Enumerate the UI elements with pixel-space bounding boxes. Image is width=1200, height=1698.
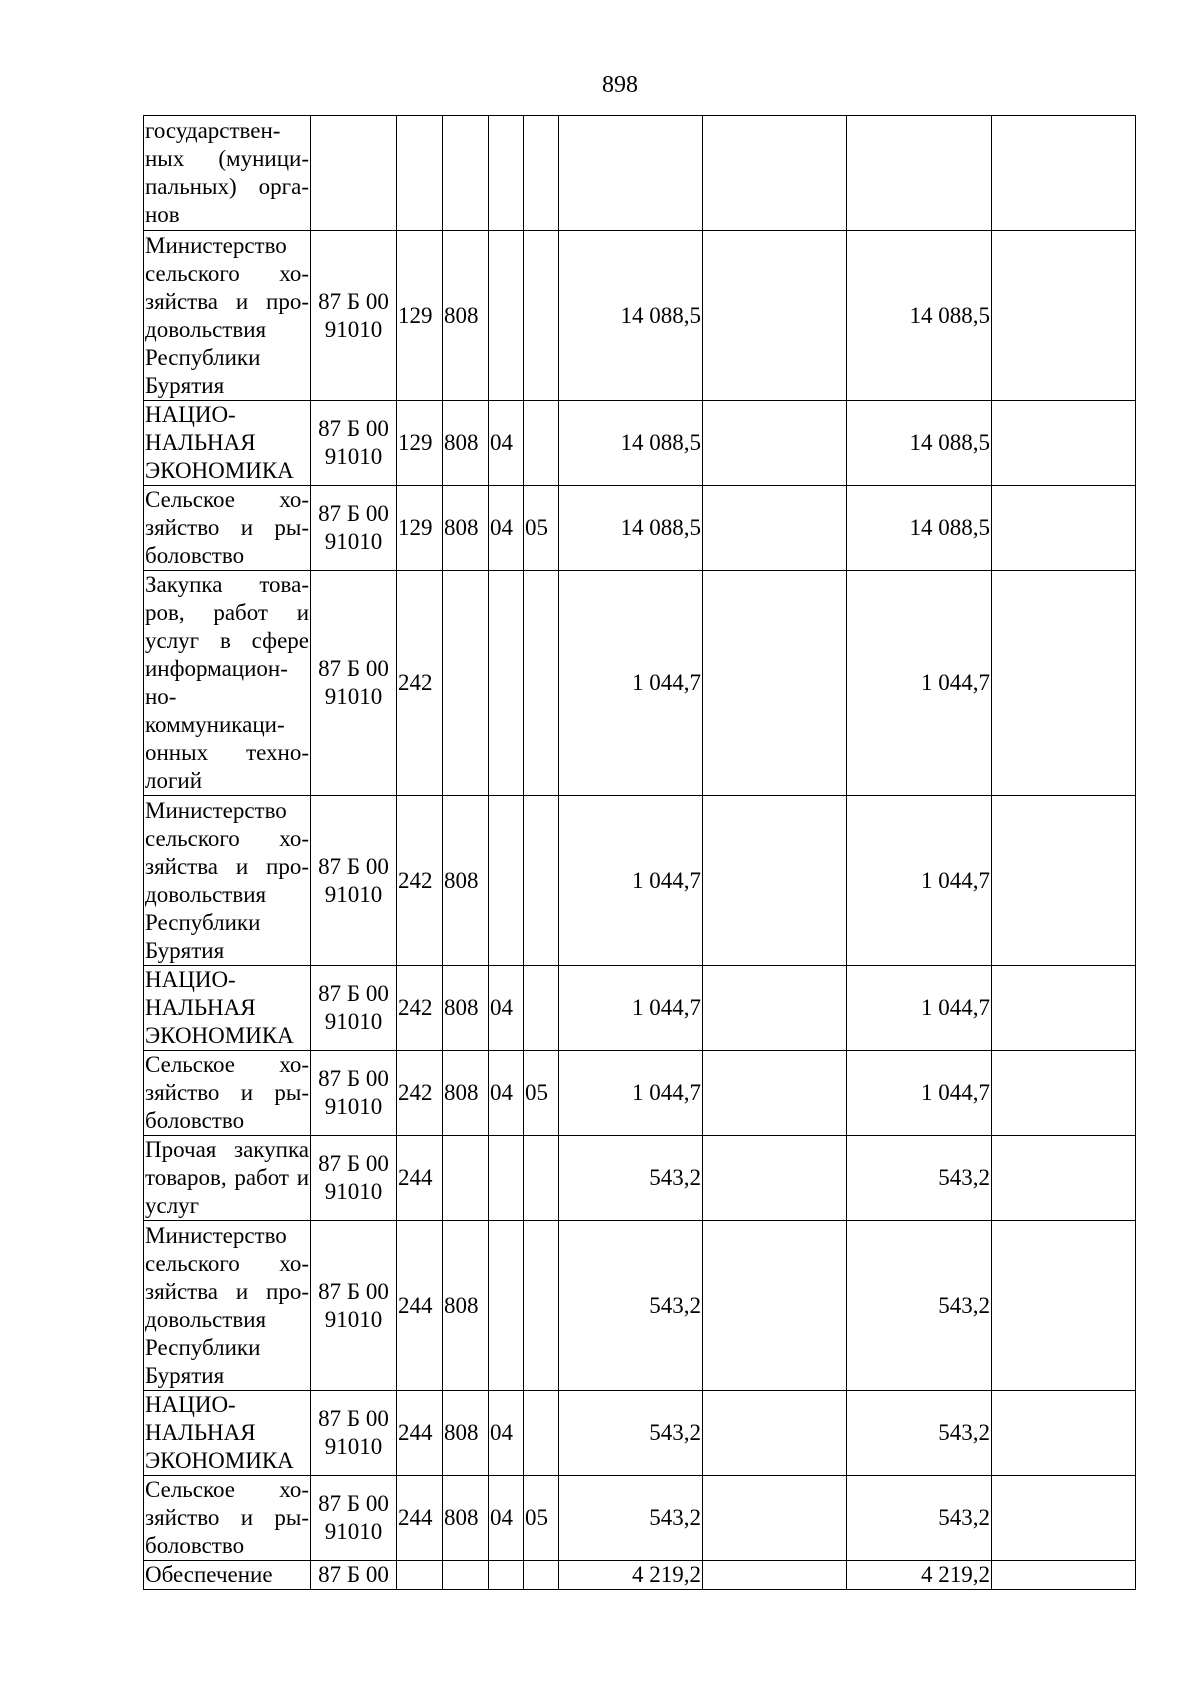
cell-department bbox=[443, 1561, 489, 1590]
cell-expense-type: 244 bbox=[397, 1221, 443, 1391]
cell-column-9 bbox=[992, 116, 1136, 231]
cell-column-7 bbox=[703, 231, 847, 401]
cell-section bbox=[489, 571, 524, 796]
cell-name: Обеспечение bbox=[144, 1561, 311, 1590]
cell-name: Закупка това-ров, работ и услуг в сфере информацион-но-коммуникаци-онных техно-логий bbox=[144, 571, 311, 796]
cell-total: 14 088,5 bbox=[559, 231, 703, 401]
cell-target-code: 87 Б 00 91010 bbox=[311, 1391, 397, 1476]
cell-total: 543,2 bbox=[559, 1391, 703, 1476]
cell-section bbox=[489, 796, 524, 966]
cell-subsection bbox=[524, 116, 559, 231]
cell-department: 808 bbox=[443, 401, 489, 486]
table-row bbox=[144, 1136, 1136, 1221]
cell-subsection bbox=[524, 966, 559, 1051]
table-row bbox=[144, 401, 1136, 486]
cell-column-8 bbox=[847, 116, 992, 231]
cell-column-9 bbox=[992, 1051, 1136, 1136]
cell-column-9 bbox=[992, 1561, 1136, 1590]
cell-column-8: 543,2 bbox=[847, 1391, 992, 1476]
cell-target-code: 87 Б 00 bbox=[311, 1561, 397, 1590]
cell-column-8: 14 088,5 bbox=[847, 486, 992, 571]
cell-column-7 bbox=[703, 1221, 847, 1391]
cell-department bbox=[443, 116, 489, 231]
cell-total: 1 044,7 bbox=[559, 1051, 703, 1136]
cell-department: 808 bbox=[443, 1221, 489, 1391]
cell-column-9 bbox=[992, 966, 1136, 1051]
cell-subsection: 05 bbox=[524, 1051, 559, 1136]
cell-section: 04 bbox=[489, 1476, 524, 1561]
cell-target-code: 87 Б 00 91010 bbox=[311, 401, 397, 486]
cell-total: 14 088,5 bbox=[559, 401, 703, 486]
cell-total: 1 044,7 bbox=[559, 571, 703, 796]
cell-subsection bbox=[524, 1136, 559, 1221]
cell-total: 4 219,2 bbox=[559, 1561, 703, 1590]
cell-target-code: 87 Б 00 91010 bbox=[311, 1221, 397, 1391]
cell-column-7 bbox=[703, 1391, 847, 1476]
cell-name: Сельское хо-зяйство и ры-боловство bbox=[144, 1051, 311, 1136]
cell-section bbox=[489, 231, 524, 401]
cell-target-code: 87 Б 00 91010 bbox=[311, 796, 397, 966]
cell-column-7 bbox=[703, 1136, 847, 1221]
cell-subsection bbox=[524, 1391, 559, 1476]
cell-target-code: 87 Б 00 91010 bbox=[311, 966, 397, 1051]
cell-column-9 bbox=[992, 571, 1136, 796]
cell-name: Министерство сельского хо-зяйства и про-довольствия Республики Бурятия bbox=[144, 231, 311, 401]
table-row bbox=[144, 486, 1136, 571]
cell-column-9 bbox=[992, 796, 1136, 966]
cell-column-8: 14 088,5 bbox=[847, 231, 992, 401]
cell-column-7 bbox=[703, 966, 847, 1051]
table-row bbox=[144, 1051, 1136, 1136]
cell-name: Министерство сельского хо-зяйства и про-довольствия Республики Бурятия bbox=[144, 1221, 311, 1391]
cell-name: НАЦИО-НАЛЬНАЯ ЭКОНОМИКА bbox=[144, 1391, 311, 1476]
table-row bbox=[144, 1561, 1136, 1590]
cell-department: 808 bbox=[443, 1051, 489, 1136]
cell-total: 1 044,7 bbox=[559, 966, 703, 1051]
table-row bbox=[144, 1221, 1136, 1391]
cell-subsection: 05 bbox=[524, 1476, 559, 1561]
table-row bbox=[144, 231, 1136, 401]
cell-section: 04 bbox=[489, 1051, 524, 1136]
cell-section: 04 bbox=[489, 966, 524, 1051]
cell-column-8: 1 044,7 bbox=[847, 796, 992, 966]
page-number: 898 bbox=[602, 72, 638, 98]
cell-section: 04 bbox=[489, 486, 524, 571]
cell-name: Сельское хо-зяйство и ры-боловство bbox=[144, 486, 311, 571]
cell-total: 543,2 bbox=[559, 1476, 703, 1561]
cell-expense-type: 242 bbox=[397, 1051, 443, 1136]
cell-total: 543,2 bbox=[559, 1221, 703, 1391]
cell-name: Прочая закупка товаров, работ и услуг bbox=[144, 1136, 311, 1221]
cell-section bbox=[489, 1561, 524, 1590]
cell-column-9 bbox=[992, 1136, 1136, 1221]
cell-total bbox=[559, 116, 703, 231]
cell-column-9 bbox=[992, 1221, 1136, 1391]
cell-column-9 bbox=[992, 486, 1136, 571]
table-row bbox=[144, 116, 1136, 231]
cell-department: 808 bbox=[443, 1391, 489, 1476]
cell-expense-type: 242 bbox=[397, 796, 443, 966]
table-row bbox=[144, 796, 1136, 966]
cell-section bbox=[489, 1221, 524, 1391]
cell-target-code: 87 Б 00 91010 bbox=[311, 571, 397, 796]
cell-column-7 bbox=[703, 116, 847, 231]
cell-total: 1 044,7 bbox=[559, 796, 703, 966]
cell-expense-type: 129 bbox=[397, 401, 443, 486]
cell-name: Сельское хо-зяйство и ры-боловство bbox=[144, 1476, 311, 1561]
cell-column-7 bbox=[703, 1051, 847, 1136]
cell-column-9 bbox=[992, 1391, 1136, 1476]
cell-section: 04 bbox=[489, 1391, 524, 1476]
cell-expense-type: 242 bbox=[397, 966, 443, 1051]
cell-target-code: 87 Б 00 91010 bbox=[311, 1136, 397, 1221]
cell-column-7 bbox=[703, 486, 847, 571]
table-row bbox=[144, 1476, 1136, 1561]
cell-subsection bbox=[524, 1561, 559, 1590]
cell-column-7 bbox=[703, 571, 847, 796]
cell-column-8: 4 219,2 bbox=[847, 1561, 992, 1590]
cell-name: НАЦИО-НАЛЬНАЯ ЭКОНОМИКА bbox=[144, 966, 311, 1051]
cell-section: 04 bbox=[489, 401, 524, 486]
cell-department: 808 bbox=[443, 486, 489, 571]
cell-column-8: 543,2 bbox=[847, 1476, 992, 1561]
cell-column-7 bbox=[703, 401, 847, 486]
cell-subsection bbox=[524, 231, 559, 401]
cell-column-9 bbox=[992, 1476, 1136, 1561]
cell-subsection bbox=[524, 796, 559, 966]
table-row bbox=[144, 966, 1136, 1051]
cell-expense-type: 129 bbox=[397, 486, 443, 571]
cell-subsection bbox=[524, 401, 559, 486]
cell-column-9 bbox=[992, 231, 1136, 401]
cell-department: 808 bbox=[443, 966, 489, 1051]
cell-column-7 bbox=[703, 1476, 847, 1561]
cell-column-7 bbox=[703, 1561, 847, 1590]
cell-column-8: 14 088,5 bbox=[847, 401, 992, 486]
cell-section bbox=[489, 1136, 524, 1221]
cell-total: 14 088,5 bbox=[559, 486, 703, 571]
cell-name: Министерство сельского хо-зяйства и про-довольствия Республики Бурятия bbox=[144, 796, 311, 966]
cell-column-8: 1 044,7 bbox=[847, 966, 992, 1051]
cell-department: 808 bbox=[443, 1476, 489, 1561]
table-row bbox=[144, 1391, 1136, 1476]
cell-subsection: 05 bbox=[524, 486, 559, 571]
cell-expense-type: 244 bbox=[397, 1391, 443, 1476]
cell-expense-type: 242 bbox=[397, 571, 443, 796]
cell-target-code: 87 Б 00 91010 bbox=[311, 1476, 397, 1561]
cell-subsection bbox=[524, 571, 559, 796]
cell-name: государствен-ных (муници-пальных) орга-нов bbox=[144, 116, 311, 231]
cell-column-8: 543,2 bbox=[847, 1136, 992, 1221]
cell-department bbox=[443, 571, 489, 796]
cell-target-code: 87 Б 00 91010 bbox=[311, 231, 397, 401]
table-body bbox=[144, 116, 1136, 1590]
cell-expense-type bbox=[397, 116, 443, 231]
table-row bbox=[144, 571, 1136, 796]
cell-expense-type bbox=[397, 1561, 443, 1590]
cell-name: НАЦИО-НАЛЬНАЯ ЭКОНОМИКА bbox=[144, 401, 311, 486]
cell-total: 543,2 bbox=[559, 1136, 703, 1221]
cell-target-code bbox=[311, 116, 397, 231]
cell-department bbox=[443, 1136, 489, 1221]
cell-expense-type: 244 bbox=[397, 1136, 443, 1221]
cell-column-7 bbox=[703, 796, 847, 966]
cell-column-8: 1 044,7 bbox=[847, 571, 992, 796]
cell-target-code: 87 Б 00 91010 bbox=[311, 486, 397, 571]
cell-expense-type: 244 bbox=[397, 1476, 443, 1561]
cell-section bbox=[489, 116, 524, 231]
cell-target-code: 87 Б 00 91010 bbox=[311, 1051, 397, 1136]
cell-column-8: 543,2 bbox=[847, 1221, 992, 1391]
cell-column-9 bbox=[992, 401, 1136, 486]
budget-table bbox=[143, 115, 1136, 1590]
cell-expense-type: 129 bbox=[397, 231, 443, 401]
cell-department: 808 bbox=[443, 231, 489, 401]
cell-column-8: 1 044,7 bbox=[847, 1051, 992, 1136]
cell-department: 808 bbox=[443, 796, 489, 966]
cell-subsection bbox=[524, 1221, 559, 1391]
